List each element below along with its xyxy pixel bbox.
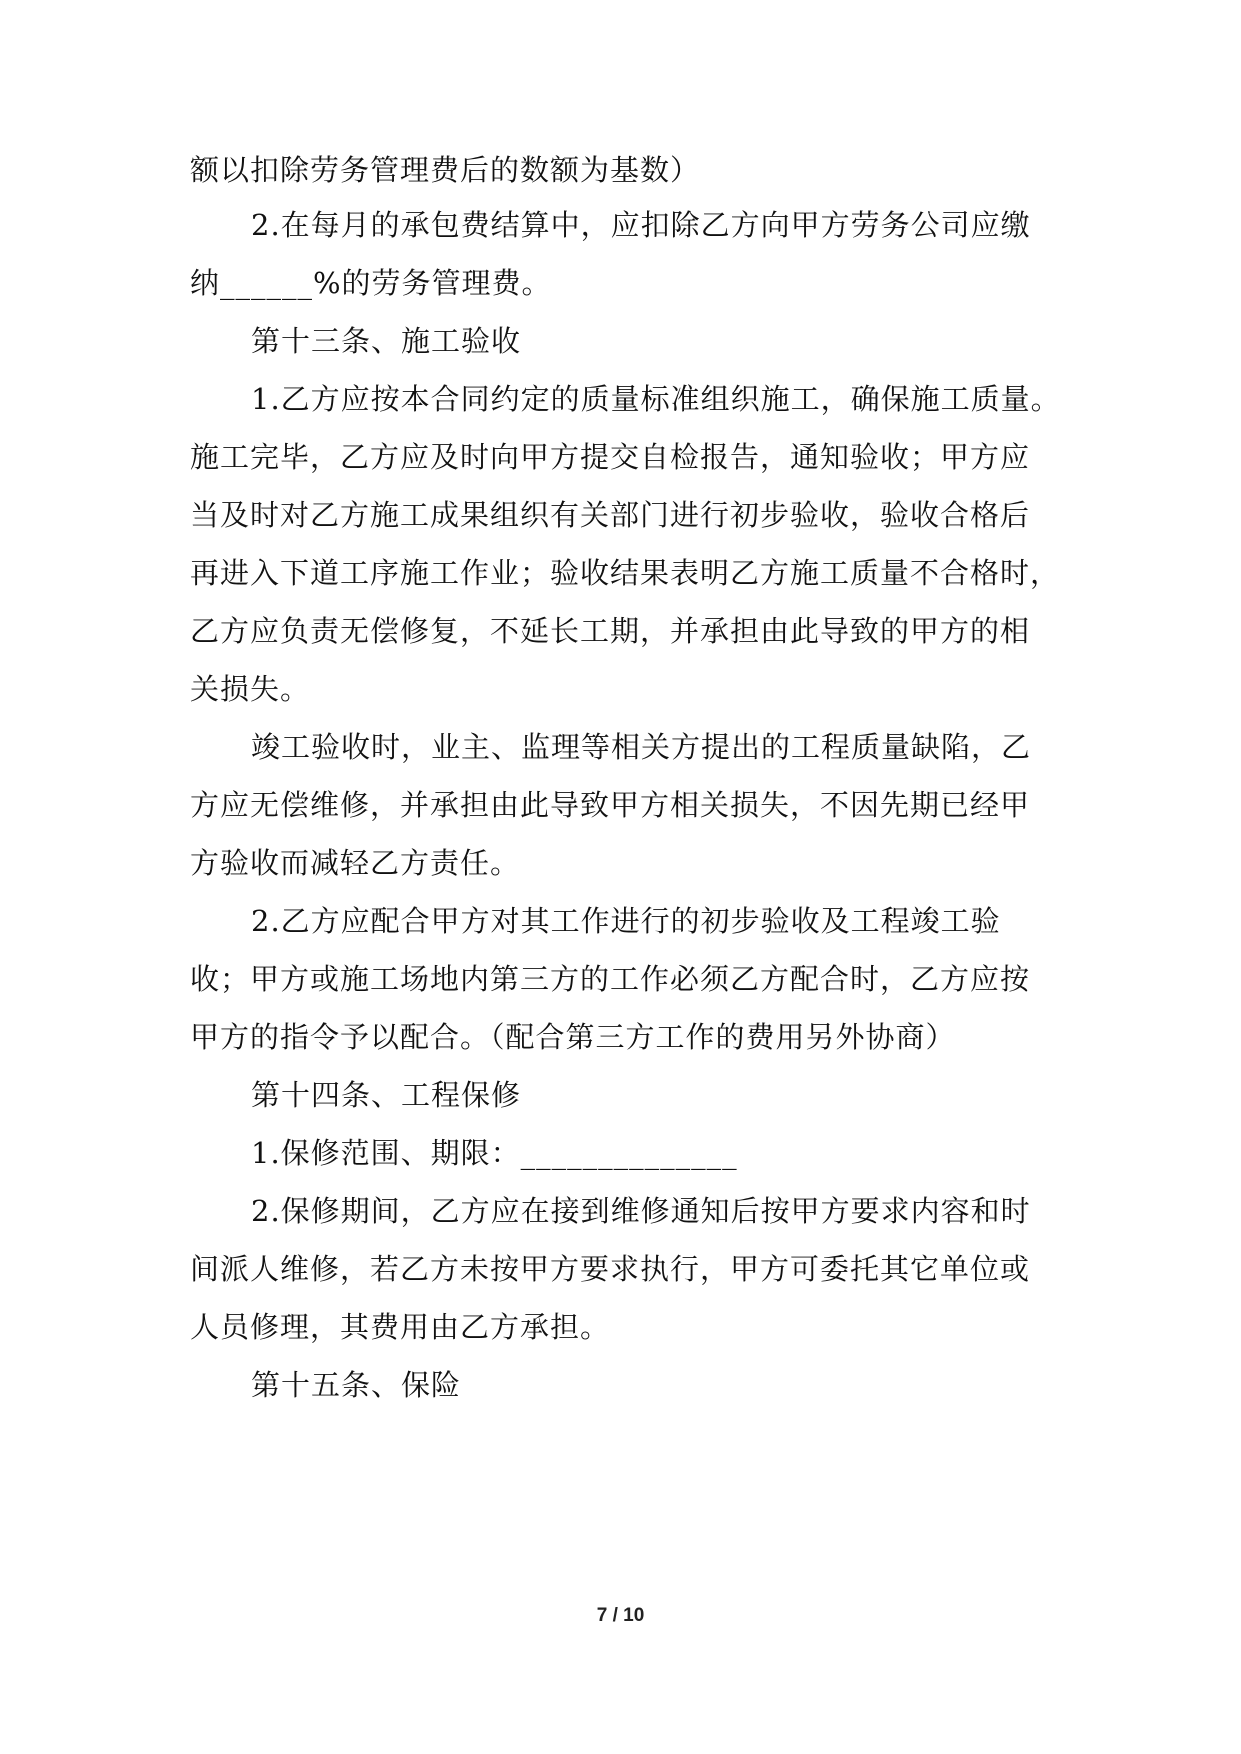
text-line: 甲方的指令予以配合。（配合第三方工作的费用另外协商） — [190, 1020, 956, 1054]
page-number: 7 / 10 — [596, 1605, 645, 1626]
section-heading: 第十四条、工程保修 — [251, 1078, 522, 1112]
text-line: 竣工验收时，业主、监理等相关方提出的工程质量缺陷，乙 — [251, 730, 1032, 764]
text-line: 再进入下道工序施工作业；验收结果表明乙方施工质量不合格时， — [190, 556, 1061, 590]
text-line: 2.保修期间，乙方应在接到维修通知后按甲方要求内容和时 — [251, 1194, 1031, 1228]
text-line: 2.在每月的承包费结算中，应扣除乙方向甲方劳务公司应缴 — [251, 208, 1031, 242]
text-line: 方验收而减轻乙方责任。 — [190, 846, 521, 880]
text-line: 1.乙方应按本合同约定的质量标准组织施工，确保施工质量。 — [251, 382, 1061, 416]
text-line: 施工完毕，乙方应及时向甲方提交自检报告，通知验收；甲方应 — [190, 440, 1031, 474]
text-line: 间派人维修，若乙方未按甲方要求执行，甲方可委托其它单位或 — [190, 1252, 1031, 1286]
section-heading: 第十三条、施工验收 — [251, 324, 522, 358]
text-line: 乙方应负责无偿修复，不延长工期，并承担由此导致的甲方的相 — [190, 614, 1031, 648]
text-line: 额以扣除劳务管理费后的数额为基数） — [190, 153, 701, 187]
text-line: 2.乙方应配合甲方对其工作进行的初步验收及工程竣工验 — [251, 904, 1001, 938]
text-line: 收；甲方或施工场地内第三方的工作必须乙方配合时，乙方应按 — [190, 962, 1031, 996]
section-heading: 第十五条、保险 — [251, 1368, 462, 1402]
text-line: 1.保修范围、期限：______________ — [251, 1136, 738, 1170]
text-line: 人员修理，其费用由乙方承担。 — [190, 1310, 611, 1344]
text-line: 关损失。 — [190, 672, 311, 706]
text-line: 当及时对乙方施工成果组织有关部门进行初步验收，验收合格后 — [190, 498, 1031, 532]
text-line: 纳______%的劳务管理费。 — [190, 266, 552, 300]
text-line: 方应无偿维修，并承担由此导致甲方相关损失，不因先期已经甲 — [190, 788, 1031, 822]
